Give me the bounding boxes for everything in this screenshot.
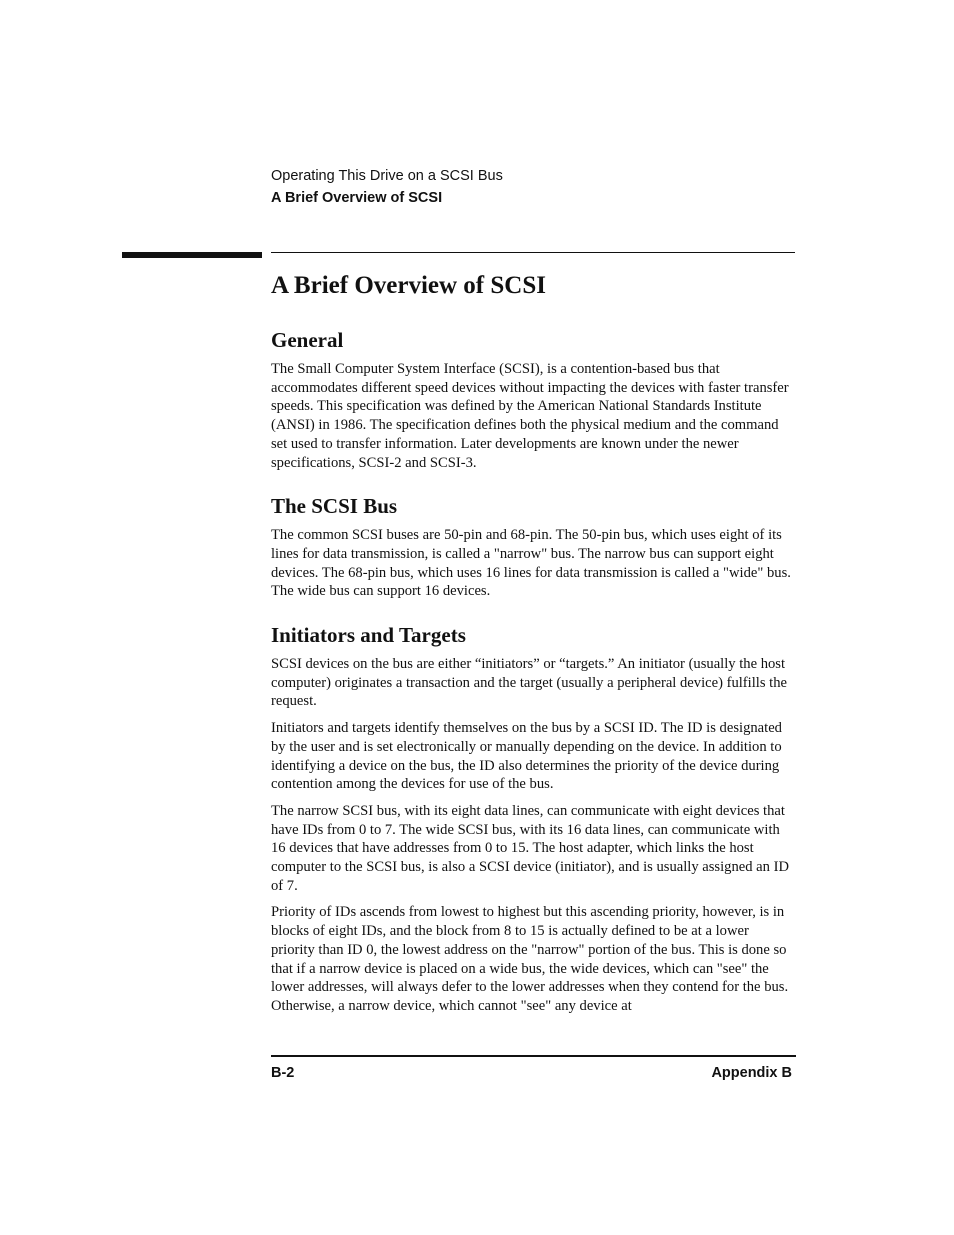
footer-rule: [271, 1055, 796, 1057]
title-rule: [271, 252, 795, 253]
page-number: B-2: [271, 1065, 295, 1081]
page-body: [271, 268, 795, 1036]
footer-appendix-label: Appendix B: [711, 1065, 792, 1081]
running-head: [271, 165, 503, 209]
section-initiators-targets: [271, 621, 795, 1016]
paragraph: SCSI devices on the bus are either “initiators” or “targets.” An initiator (usually the host computer) originates a transaction and the target (usually a peripheral device) fulfills the request.: [271, 656, 787, 710]
section-heading: General: [271, 328, 344, 352]
paragraph: The common SCSI buses are 50-pin and 68-pin. The 50-pin bus, which uses eight of its lines for data transmission, is called a "narrow" bus. The narrow bus can support eight devices. The 68-pin bus, which uses 16 lines for data transmission is called a "wide" bus. The wide bus can support 16 devices.: [271, 527, 791, 600]
paragraph: Initiators and targets identify themselves on the bus by a SCSI ID. The ID is designated by the user and is set electronically or manually depending on the device. In addition to identifying a device on the bus, the ID also determines the priority of the device during contention among the devices for use of the bus.: [271, 720, 782, 793]
paragraph: The narrow SCSI bus, with its eight data lines, can communicate with eight devices that have IDs from 0 to 7. The wide SCSI bus, with its 16 data lines, can communicate with 16 devices that have addresses from 0 to 15. The host adapter, which links the host computer to the SCSI bus, is also a SCSI device (initiator), and is usually assigned an ID of 7.: [271, 802, 790, 894]
section-heading: Initiators and Targets: [271, 623, 466, 648]
section-general: [271, 326, 795, 472]
section-marker-bar: [122, 252, 262, 258]
page-title: A Brief Overview of SCSI: [271, 272, 546, 299]
running-head-chapter: Operating This Drive on a SCSI Bus: [271, 168, 503, 184]
running-head-section: A Brief Overview of SCSI: [271, 190, 443, 206]
section-scsi-bus: [271, 492, 795, 601]
paragraph: The Small Computer System Interface (SCSI), is a contention-based bus that accommodates different speed devices without impacting the devices with faster transfer speeds. This specification was defined by the American National Standards Institute (ANSI) in 1986. The specification defines both the physical medium and the command set used to transfer information. Later developments are known under the newer specifications, SCSI-2 and SCSI-3.: [271, 361, 789, 471]
section-heading: The SCSI Bus: [271, 494, 398, 519]
paragraph: Priority of IDs ascends from lowest to highest but this ascending priority, however, is in blocks of eight IDs, and the block from 8 to 15 is actually defined to be at a lower priority than ID 0, the lowest address on the "narrow" portion of the bus. This is done so that if a narrow device is placed on a wide bus, the wide devices, which can "see" the lower addresses, will always defer to the lower addresses when they contend for the bus. Otherwise, a narrow device, which cannot "see" any device at: [271, 904, 789, 1014]
